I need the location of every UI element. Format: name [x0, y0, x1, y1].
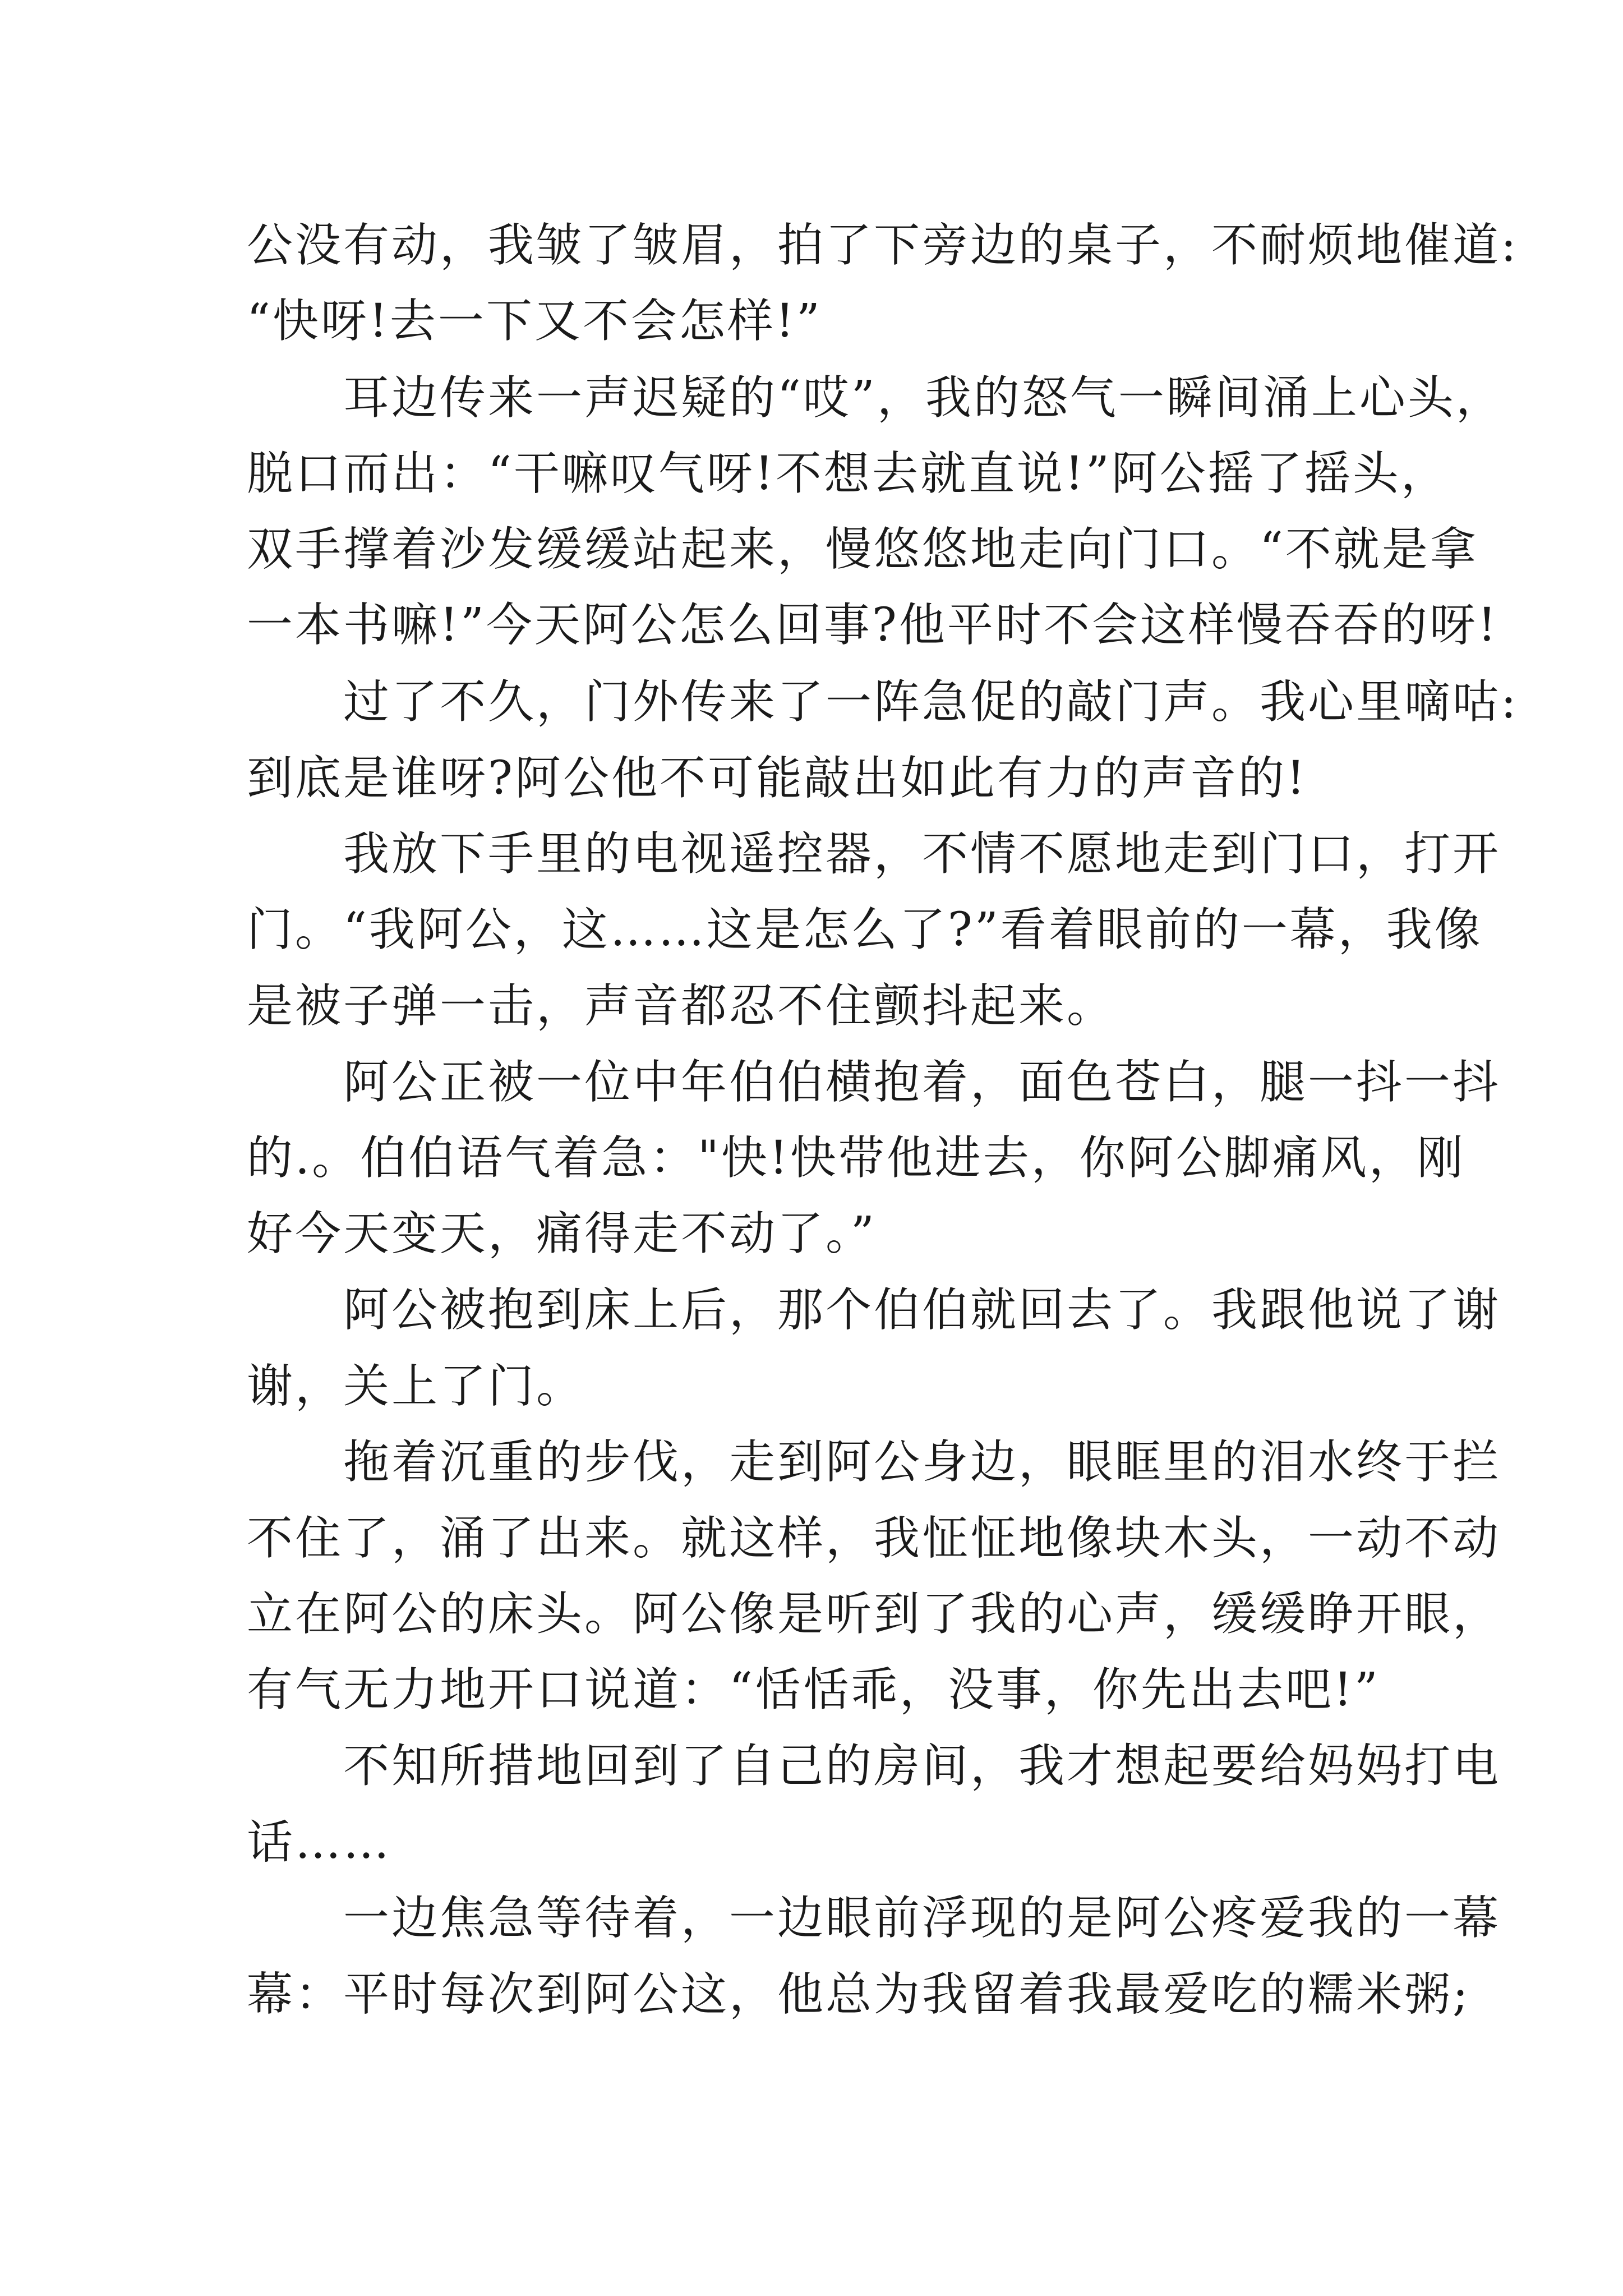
text-line: 我放下手里的电视遥控器，不情不愿地走到门口，打开 — [247, 827, 1501, 881]
text-line: 一边焦急等待着，一边眼前浮现的是阿公疼爱我的一幕 — [247, 1892, 1501, 1945]
text-line: 拖着沉重的步伐，走到阿公身边，眼眶里的泪水终于拦 — [247, 1435, 1501, 1489]
text-line: 一本书嘛!”今天阿公怎么回事?他平时不会这样慢吞吞的呀! — [247, 599, 1498, 652]
text-line: “快呀!去一下又不会怎样!” — [247, 295, 822, 348]
text-line: 不知所措地回到了自己的房间，我才想起要给妈妈打电 — [247, 1740, 1501, 1793]
text-line: 双手撑着沙发缓缓站起来，慢悠悠地走向门口。“不就是拿 — [247, 523, 1478, 576]
text-line: 话…… — [247, 1816, 391, 1869]
text-line: 脱口而出：“干嘛叹气呀!不想去就直说!”阿公摇了摇头， — [247, 447, 1449, 500]
text-line: 幕：平时每次到阿公这，他总为我留着我最爱吃的糯米粥; — [247, 1968, 1470, 2021]
text-line: 不住了，涌了出来。就这样，我怔怔地像块木头，一动不动 — [247, 1512, 1501, 1565]
text-line: 立在阿公的床头。阿公像是听到了我的心声，缓缓睁开眼， — [247, 1588, 1501, 1641]
text-line: 好今天变天，痛得走不动了。” — [247, 1207, 877, 1260]
text-line: 阿公被抱到床上后，那个伯伯就回去了。我跟他说了谢 — [247, 1283, 1501, 1337]
text-line: 谢，关上了门。 — [247, 1360, 585, 1413]
text-line: 的.。伯伯语气着急："快!快带他进去，你阿公脚痛风，刚 — [247, 1131, 1465, 1185]
text-line: 耳边传来一声迟疑的“哎”，我的怒气一瞬间涌上心头， — [247, 371, 1504, 425]
text-line: 到底是谁呀?阿公他不可能敲出如此有力的声音的! — [247, 752, 1307, 805]
text-line: 是被子弹一击，声音都忍不住颤抖起来。 — [247, 979, 1115, 1033]
text-line: 门。“我阿公，这……这是怎么了?”看着眼前的一幕，我像 — [247, 903, 1483, 956]
text-line: 阿公正被一位中年伯伯横抱着，面色苍白，腿一抖一抖 — [247, 1056, 1501, 1109]
text-line: 过了不久，门外传来了一阵急促的敲门声。我心里嘀咕: — [247, 675, 1519, 729]
text-line: 有气无力地开口说道：“恬恬乖，没事，你先出去吧!” — [247, 1663, 1380, 1717]
text-line: 公没有动，我皱了皱眉，拍了下旁边的桌子，不耐烦地催道: — [247, 219, 1519, 272]
